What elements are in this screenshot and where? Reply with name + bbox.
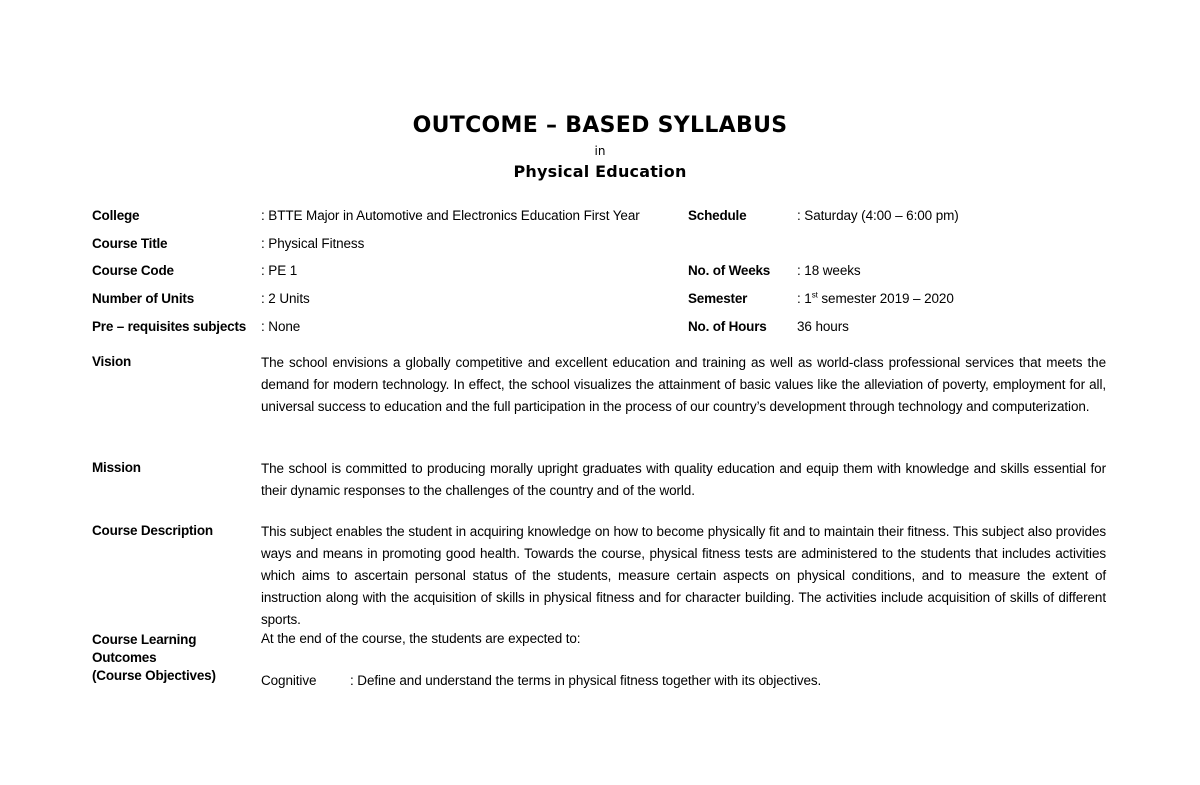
subject-title: Physical Education xyxy=(513,162,687,181)
mission-label: Mission xyxy=(92,460,141,475)
course-code-label: Course Code xyxy=(92,263,174,278)
hours-value: 36 hours xyxy=(797,319,849,334)
vision-text: The school envisions a globally competitive and excellent education and training as well as world-class professional services that meets the demand for modern technology. In effect, the school visualizes the attainment of basic values like the alleviation of poverty, employment for all, universal success to education and the full participation in the process of our country’s development through technology and computerization. xyxy=(261,355,1106,414)
weeks-value: : 18 weeks xyxy=(797,263,861,278)
outcomes-label-line2: Outcomes xyxy=(92,650,157,665)
semester-value xyxy=(797,291,954,306)
schedule-value: : Saturday (4:00 – 6:00 pm) xyxy=(797,208,959,223)
course-code-value: : PE 1 xyxy=(261,263,298,278)
cognitive-label: Cognitive xyxy=(261,673,317,688)
vision-label: Vision xyxy=(92,354,132,369)
course-description-label: Course Description xyxy=(92,523,213,538)
units-label: Number of Units xyxy=(92,291,195,306)
outcomes-label-line3: (Course Objectives) xyxy=(92,668,216,683)
semester-label: Semester xyxy=(688,291,748,306)
college-value: : BTTE Major in Automotive and Electronics Education First Year xyxy=(261,208,640,223)
weeks-label: No. of Weeks xyxy=(688,263,771,278)
semester-prefix: : 1 xyxy=(797,291,812,306)
mission-text: The school is committed to producing morally upright graduates with quality education and equip them with knowledge and skills essential for their dynamic responses to the challenges of the country and of the world. xyxy=(261,461,1106,498)
course-title-value: : Physical Fitness xyxy=(261,236,365,251)
semester-sup: st xyxy=(811,290,818,300)
course-title-label: Course Title xyxy=(92,236,168,251)
schedule-label: Schedule xyxy=(688,208,747,223)
prereq-label: Pre – requisites subjects xyxy=(92,319,247,334)
title-connector: in xyxy=(594,144,606,158)
college-label: College xyxy=(92,208,140,223)
prereq-value: : None xyxy=(261,319,301,334)
units-value: : 2 Units xyxy=(261,291,310,306)
semester-suffix: semester 2019 – 2020 xyxy=(817,291,954,306)
document-title: OUTCOME – BASED SYLLABUS xyxy=(412,113,788,138)
outcomes-label-line1: Course Learning xyxy=(92,632,197,647)
outcomes-label xyxy=(92,631,252,685)
course-description-text: This subject enables the student in acquiring knowledge on how to become physically fit and to maintain their fitness. This subject also provides ways and means in promoting good health. Towards the course, physical fitness tests are administered to the students that includes activities which aims to ascertain personal status of the students, measure certain aspects on physical conditions, and to measure the extent of instruction along with the acquisition of skills in physical fitness and for character building. The activities include acquisition of skills of different sports. xyxy=(261,524,1106,627)
outcomes-intro: At the end of the course, the students are expected to: xyxy=(261,631,581,646)
hours-label: No. of Hours xyxy=(688,319,767,334)
cognitive-text: : Define and understand the terms in physical fitness together with its objectives. xyxy=(350,673,822,688)
